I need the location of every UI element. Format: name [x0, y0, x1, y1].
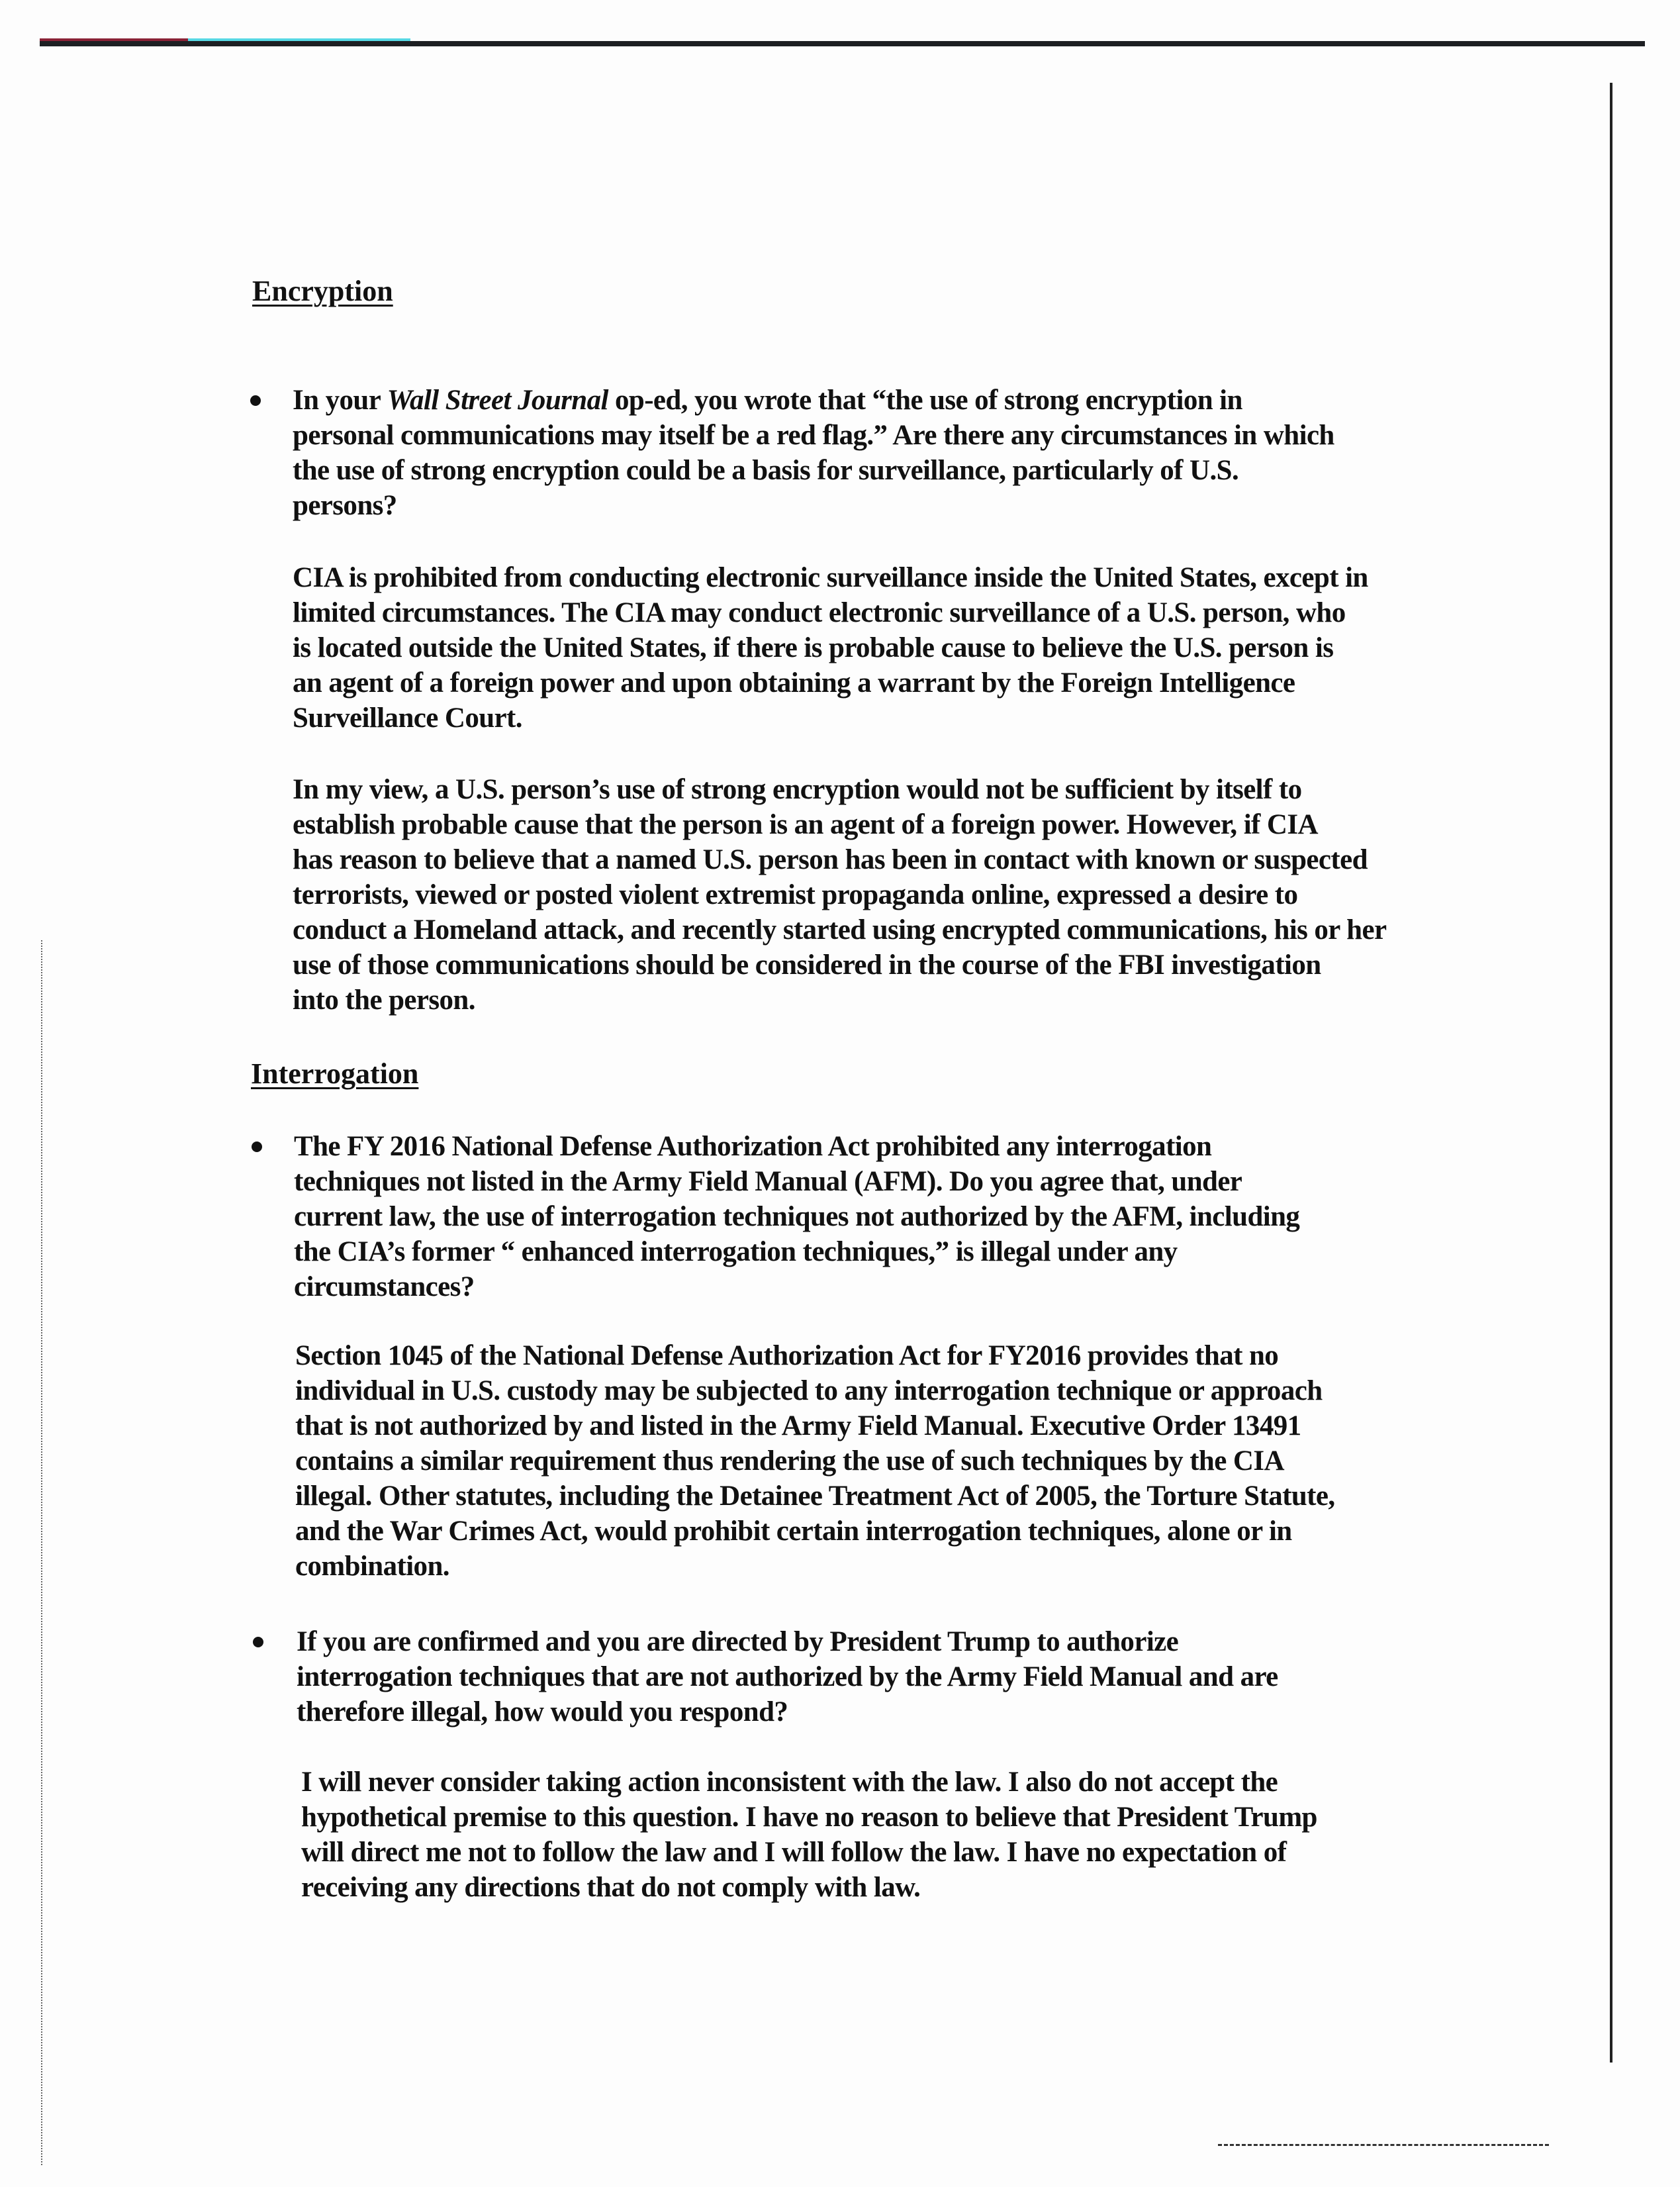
answer-line: I will never consider taking action inconsistent with the law. I also do not accept the — [301, 1767, 1278, 1798]
answer-line: is located outside the United States, if there is probable cause to believe the U.S. person is — [293, 632, 1334, 663]
question-line: If you are confirmed and you are directed by President Trump to authorize — [297, 1626, 1179, 1657]
bullet-icon — [253, 1637, 263, 1647]
answer-line: has reason to believe that a named U.S. person has been in contact with known or suspected — [293, 844, 1368, 875]
question-line: current law, the use of interrogation techniques not authorized by the AFM, including — [294, 1201, 1300, 1232]
answer-encryption-paragraph-1 — [293, 560, 1368, 736]
answer-line: combination. — [295, 1551, 449, 1582]
answer-line: In my view, a U.S. person’s use of strong encryption would not be sufficient by itself to — [293, 774, 1302, 805]
answer-line: contains a similar requirement thus rendering the use of such techniques by the CIA — [295, 1445, 1284, 1477]
section-heading-encryption: Encryption — [252, 275, 393, 307]
answer-interrogation-afm — [295, 1338, 1335, 1584]
answer-line: terrorists, viewed or posted violent extremist propaganda online, expressed a desire to — [293, 879, 1298, 910]
publication-title: Wall Street Journal — [387, 385, 608, 416]
answer-line: conduct a Homeland attack, and recently started using encrypted communications, his or her — [293, 914, 1387, 946]
question-line: the CIA’s former “ enhanced interrogation techniques,” is illegal under any — [294, 1236, 1178, 1267]
question-line: techniques not listed in the Army Field Manual (AFM). Do you agree that, under — [294, 1166, 1242, 1197]
answer-line: hypothetical premise to this question. I have no reason to believe that President Trump — [301, 1802, 1317, 1833]
bullet-icon — [250, 395, 261, 406]
question-line: The FY 2016 National Defense Authorization Act prohibited any interrogation — [294, 1131, 1212, 1162]
answer-line: and the War Crimes Act, would prohibit certain interrogation techniques, alone or in — [295, 1516, 1292, 1547]
answer-line: an agent of a foreign power and upon obtaining a warrant by the Foreign Intelligence — [293, 667, 1295, 699]
question-line: personal communications may itself be a red flag.” Are there any circumstances in which — [293, 420, 1334, 451]
answer-line: into the person. — [293, 985, 475, 1016]
question-line: circumstances? — [294, 1271, 475, 1302]
answer-line: limited circumstances. The CIA may conduct electronic surveillance of a U.S. person, who — [293, 597, 1346, 628]
answer-line: individual in U.S. custody may be subjected to any interrogation technique or approach — [295, 1375, 1323, 1406]
answer-line: establish probable cause that the person is an agent of a foreign power. However, if CIA — [293, 809, 1318, 840]
question-line: In your Wall Street Journal op-ed, you wrote that “the use of strong encryption in — [293, 385, 1242, 416]
answer-encryption-paragraph-2 — [293, 772, 1386, 1018]
question-line: therefore illegal, how would you respond? — [297, 1696, 788, 1727]
left-scan-artifact — [41, 940, 42, 2165]
question-interrogation-afm — [294, 1129, 1299, 1304]
bullet-icon — [252, 1142, 262, 1152]
top-rule — [40, 41, 1645, 46]
question-line: the use of strong encryption could be a basis for surveillance, particularly of U.S. — [293, 455, 1239, 486]
question-line: interrogation techniques that are not authorized by the Army Field Manual and are — [297, 1661, 1278, 1692]
answer-interrogation-president — [301, 1765, 1317, 1905]
question-encryption — [293, 383, 1334, 523]
answer-line: will direct me not to follow the law and I will follow the law. I have no expectation of — [301, 1837, 1287, 1868]
bottom-dashed-rule — [1218, 2144, 1549, 2146]
right-margin-rule — [1610, 83, 1612, 2063]
question-interrogation-president — [297, 1624, 1278, 1729]
answer-line: Section 1045 of the National Defense Authorization Act for FY2016 provides that no — [295, 1340, 1279, 1371]
answer-line: that is not authorized by and listed in the Army Field Manual. Executive Order 13491 — [295, 1410, 1301, 1441]
answer-line: Surveillance Court. — [293, 703, 522, 734]
section-heading-interrogation: Interrogation — [251, 1057, 419, 1090]
answer-line: use of those communications should be considered in the course of the FBI investigation — [293, 949, 1321, 981]
answer-line: CIA is prohibited from conducting electronic surveillance inside the United States, except in — [293, 562, 1368, 593]
answer-line: receiving any directions that do not comply with law. — [301, 1872, 921, 1903]
answer-line: illegal. Other statutes, including the Detainee Treatment Act of 2005, the Torture Statute, — [295, 1481, 1335, 1512]
question-line: persons? — [293, 490, 397, 521]
